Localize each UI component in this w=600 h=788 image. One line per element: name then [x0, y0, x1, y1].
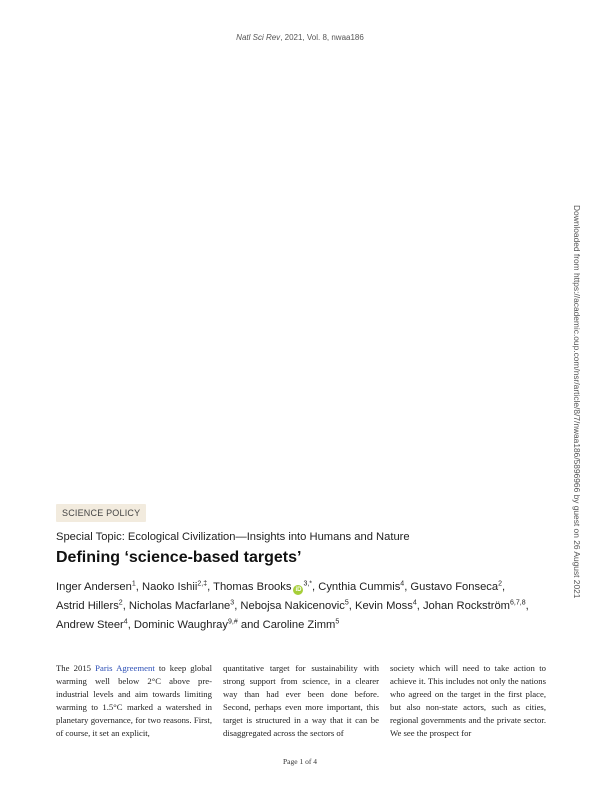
author-affiliation: 3: [230, 599, 235, 607]
author-separator: ,: [312, 581, 319, 593]
author-separator: ,: [207, 581, 214, 593]
author-list: [56, 578, 546, 635]
author-affiliation: 5: [344, 599, 349, 607]
author-affiliation: 4: [412, 599, 417, 607]
author-affiliation: 4: [123, 618, 128, 626]
col1-text-start: The 2015: [56, 663, 96, 673]
author-separator: ,: [404, 581, 411, 593]
author-name: Kevin Moss: [355, 600, 413, 612]
body-column-1: [56, 662, 212, 740]
author-name: Dominic Waughray: [133, 619, 228, 631]
author-separator: ,: [135, 581, 143, 593]
author-affiliation: 4: [400, 580, 405, 588]
author-name: Thomas Brooks: [213, 581, 292, 593]
author-separator: ,: [525, 600, 529, 612]
author-separator: ,: [348, 600, 355, 612]
author-affiliation: 2,‡: [197, 580, 208, 588]
author-name: Nicholas Macfarlane: [128, 600, 231, 612]
author-affiliation: 6,7,8: [510, 599, 526, 607]
author-affiliation: 5: [335, 618, 340, 626]
author-name: Caroline Zimm: [262, 619, 336, 631]
article-title: Defining ‘science-based targets’: [56, 549, 302, 566]
author-name: Inger Andersen: [56, 581, 132, 593]
download-note: Downloaded from https://academic.oup.com/nsr/article/8/7/nwaa186/5896966 by guest on 26 August 2021: [572, 205, 582, 599]
body-column-2: quantitative target for sustainability with strong support from science, in a clearer way than had ever been done before. Second, perhaps even more important, this target is structured in a way that it can be disaggregated across the sectors of: [223, 663, 379, 738]
paris-agreement-link[interactable]: Paris Agreement: [95, 663, 155, 673]
author-name: Cynthia Cummis: [318, 581, 401, 593]
journal-name: Natl Sci Rev: [236, 33, 281, 42]
author-affiliation: 3,*: [303, 580, 313, 588]
author-name: Astrid Hillers: [56, 600, 119, 612]
page-number: Page 1 of 4: [283, 757, 317, 766]
author-affiliation: 2: [118, 599, 123, 607]
author-affiliation: 2: [498, 580, 503, 588]
journal-citation: [0, 33, 600, 42]
section-badge: SCIENCE POLICY: [56, 504, 146, 522]
author-separator: ,: [122, 600, 129, 612]
citation-details: , 2021, Vol. 8, nwaa186: [280, 33, 364, 42]
author-affiliation: 1: [131, 580, 136, 588]
col1-text-end: to keep global warming well below 2°C above pre-industrial levels and aim towards limiting warming to 1.5°C marked a watershed in planetary governance, for two reasons. First, of course, it set an explicit,: [56, 663, 213, 738]
author-name: Naoko Ishii: [142, 581, 198, 593]
author-affiliation: 9,#: [228, 618, 238, 626]
author-separator: ,: [502, 581, 506, 593]
body-columns: [56, 662, 546, 740]
author-name: Johan Rockström: [422, 600, 511, 612]
body-column-3: society which will need to take action to achieve it. This includes not only the nations who agreed on the target in the first place, but also non-state actors, such as cities, regional governments and the private sector. We see the prospect for: [390, 663, 546, 738]
author-separator: ,: [416, 600, 423, 612]
author-separator: and: [237, 619, 263, 631]
author-separator: ,: [127, 619, 134, 631]
author-name: Gustavo Fonseca: [410, 581, 499, 593]
author-name: Nebojsa Nakicenovic: [240, 600, 345, 612]
author-name: Andrew Steer: [56, 619, 124, 631]
special-topic: Special Topic: Ecological Civilization—Insights into Humans and Nature: [56, 531, 410, 543]
author-separator: ,: [234, 600, 241, 612]
orcid-icon[interactable]: iD: [295, 587, 302, 593]
